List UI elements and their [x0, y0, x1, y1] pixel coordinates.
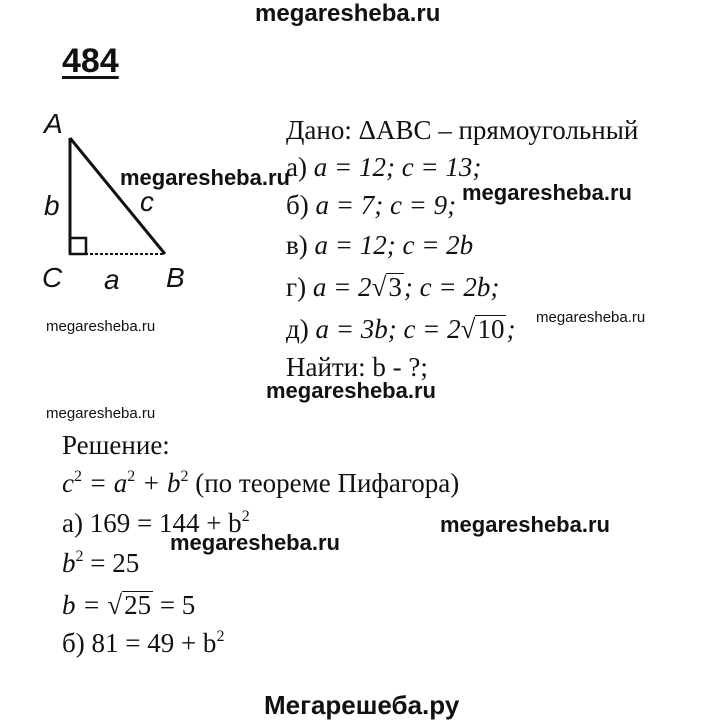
- given-item-b: б) a = 7; c = 9;: [286, 190, 457, 220]
- watermark: megaresheba.ru: [46, 318, 156, 335]
- side-label-b: b: [44, 190, 60, 221]
- problem-number: 484: [62, 42, 119, 80]
- solution-step-b1: б) $81 = 49 + b^2$: [62, 628, 225, 658]
- watermark: megaresheba.ru: [440, 512, 610, 537]
- find-line: Найти: b - ?;: [286, 352, 428, 382]
- given-item-a: а) a = 12; c = 13;: [286, 152, 482, 182]
- watermark: megaresheba.ru: [462, 180, 632, 205]
- watermark: megaresheba.ru: [266, 378, 436, 403]
- watermark: megaresheba.ru: [46, 405, 156, 422]
- side-label-a: a: [104, 264, 120, 295]
- given-item-g: г) a = 2√3; c = 2b;: [286, 272, 500, 302]
- vertex-label-b: B: [166, 262, 185, 293]
- sqrt-sign: √25: [107, 590, 152, 620]
- sqrt-sign: √10: [460, 314, 505, 344]
- solution-step-a2: $b^2 = 25$: [62, 548, 140, 578]
- watermark: megaresheba.ru: [120, 165, 290, 190]
- watermark-top: megaresheba.ru: [255, 0, 441, 27]
- side-label-c: c: [140, 186, 154, 217]
- vertex-label-a: A: [44, 108, 63, 139]
- given-item-d: д) a = 3b; c = 2√10;: [286, 314, 516, 344]
- vertex-label-c: C: [42, 262, 63, 293]
- triangle-figure: [40, 110, 220, 300]
- solution-step-a3: b = √25 = 5: [62, 590, 196, 620]
- solution-step-a1: а) $169 = 144 + b^2$: [62, 508, 250, 538]
- footer-site-name: Мегарешеба.ру: [264, 690, 460, 720]
- watermark: megaresheba.ru: [170, 530, 340, 555]
- sqrt-sign: √3: [371, 272, 402, 302]
- given-item-v: в) a = 12; c = 2b: [286, 230, 474, 260]
- solution-header: Решение:: [62, 430, 170, 460]
- given-header: Дано: ΔABC – прямоугольный: [286, 115, 639, 145]
- watermark: megaresheba.ru: [536, 309, 646, 326]
- pythagoras-formula: $c^2 = a^2 + b^2$ (по теореме Пифагора): [62, 468, 460, 498]
